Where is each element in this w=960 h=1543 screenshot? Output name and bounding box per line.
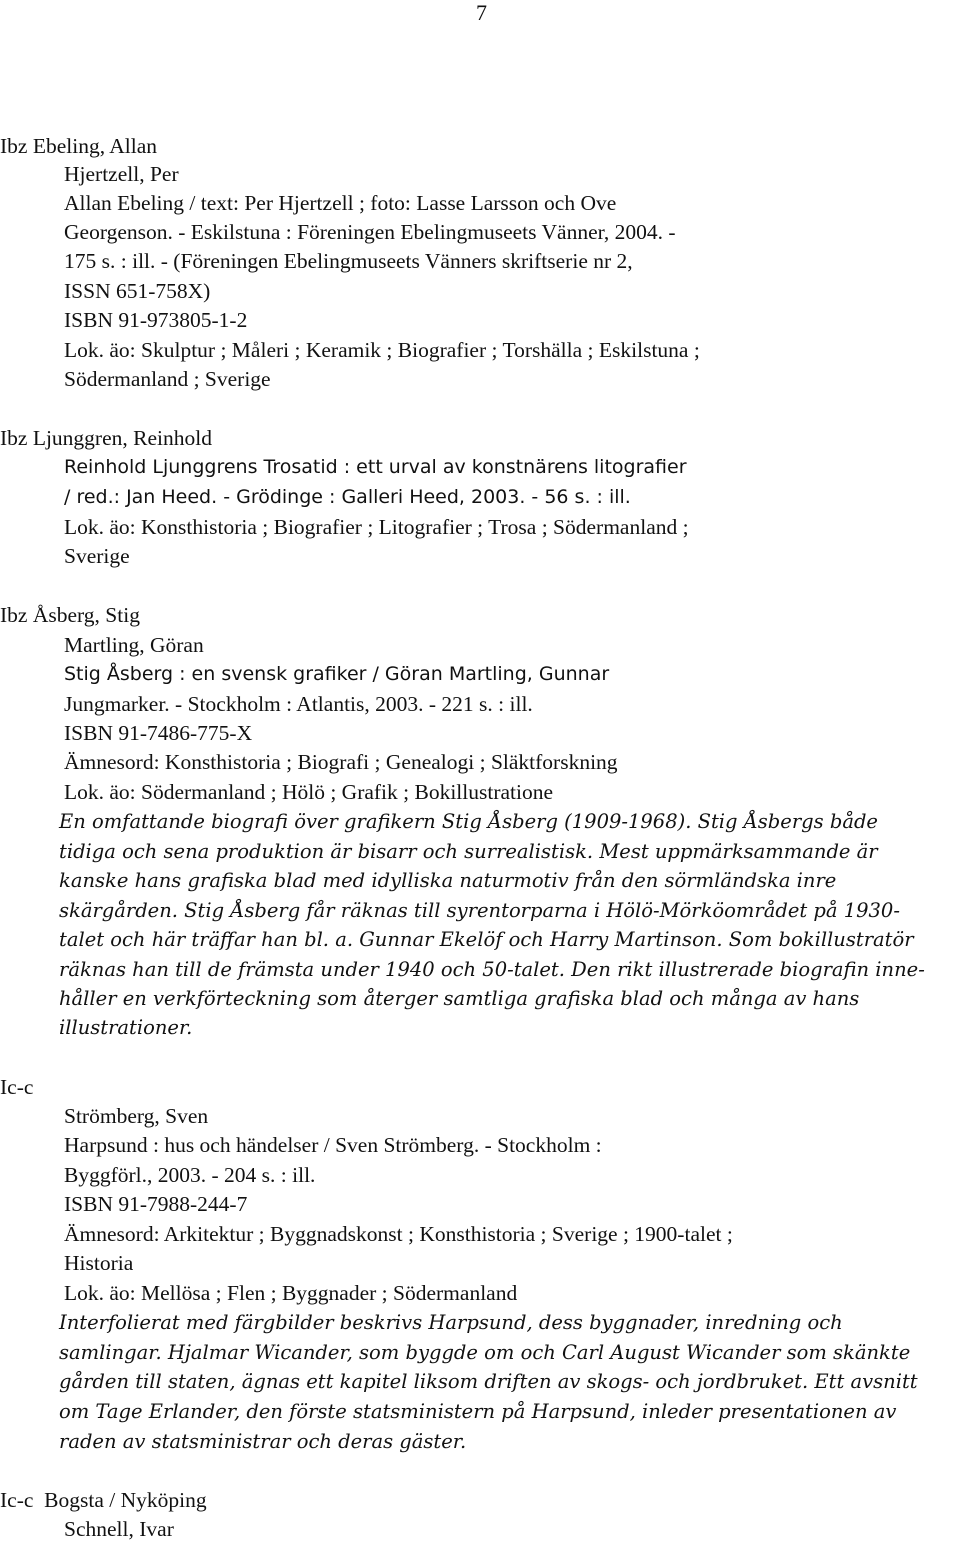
entry-annotation-line: En omfattande biografi över grafikern Stig Åsberg (1909-1968). Stig Åsbergs både <box>59 810 878 833</box>
entry-heading: Ibz Ljunggren, Reinhold <box>0 426 212 450</box>
entry-annotation-line: om Tage Erlander, den förste statsministern på Harpsund, inleder presentationen av <box>59 1400 897 1423</box>
entry-line: Stig Åsberg : en svensk grafiker / Göran Martling, Gunnar <box>64 663 610 685</box>
entry-line: 175 s. : ill. - (Föreningen Ebelingmuseets Vänners skriftserie nr 2, <box>64 249 633 273</box>
entry-line: Historia <box>64 1251 134 1275</box>
entry-line: / red.: Jan Heed. - Grödinge : Galleri Heed, 2003. - 56 s. : ill. <box>64 486 631 508</box>
entry-annotation-line: illustrationer. <box>59 1016 193 1039</box>
entry-annotation-line: tidiga och sena produktion är bisarr och surrealistisk. Mest uppmärksammande är <box>59 840 878 863</box>
entry-heading: Ibz Ebeling, Allan <box>0 134 158 158</box>
entry-annotation-line: räknas han till de främsta under 1940 och 50-talet. Den rikt illustrerade biografin inne- <box>59 958 925 981</box>
entry-annotation-line: samlingar. Hjalmar Wicander, som byggde om och Carl August Wicander som skänkte <box>59 1341 911 1364</box>
entry-line: Ämnesord: Arkitektur ; Byggnadskonst ; Konsthistoria ; Sverige ; 1900-talet ; <box>64 1222 733 1246</box>
entry-line: Lok. äo: Konsthistoria ; Biografier ; Litografier ; Trosa ; Södermanland ; <box>64 515 689 539</box>
entry-annotation-line: kanske hans grafiska blad med idylliska naturmotiv från den sörmländska inre <box>59 869 837 892</box>
entry-line: Ämnesord: Konsthistoria ; Biografi ; Genealogi ; Släktforskning <box>64 750 618 774</box>
entry-heading: Ic-c <box>0 1075 34 1099</box>
entry-line: Lok. äo: Skulptur ; Måleri ; Keramik ; Biografier ; Torshälla ; Eskilstuna ; <box>64 338 700 362</box>
entry-line: Harpsund : hus och händelser / Sven Strömberg. - Stockholm : <box>64 1133 602 1157</box>
entry-line: Lok. äo: Mellösa ; Flen ; Byggnader ; Södermanland <box>64 1281 518 1305</box>
page-number: 7 <box>476 0 487 25</box>
entry-line: Jungmarker. - Stockholm : Atlantis, 2003. - 221 s. : ill. <box>64 692 533 716</box>
entry-line: Hjertzell, Per <box>64 162 179 186</box>
entry-line: Södermanland ; Sverige <box>64 367 271 391</box>
entry-line: ISBN 91-973805-1-2 <box>64 308 248 332</box>
entry-line: ISSN 651-758X) <box>64 279 211 303</box>
entry-line: Georgenson. - Eskilstuna : Föreningen Ebelingmuseets Vänner, 2004. - <box>64 220 676 244</box>
entry-line: Martling, Göran <box>64 633 204 657</box>
entry-line: ISBN 91-7988-244-7 <box>64 1192 248 1216</box>
entry-line: Reinhold Ljunggrens Trosatid : ett urval av konstnärens litografier <box>64 456 687 478</box>
entry-annotation-line: raden av statsministrar och deras gäster. <box>59 1430 467 1453</box>
entry-line: Sverige <box>64 544 130 568</box>
entry-heading: Ibz Åsberg, Stig <box>0 603 140 627</box>
entry-line: Strömberg, Sven <box>64 1104 209 1128</box>
entry-annotation-line: håller en verkförteckning som återger samtliga grafiska blad och många av hans <box>59 987 860 1010</box>
entry-line: ISBN 91-7486-775-X <box>64 721 253 745</box>
entry-line: Schnell, Ivar <box>64 1517 174 1541</box>
entry-annotation-line: talet och här träffar han bl. a. Gunnar Ekelöf och Harry Martinson. Som bokillustratör <box>59 928 914 951</box>
entry-heading: Ic-c Bogsta / Nyköping <box>0 1488 207 1512</box>
entry-line: Allan Ebeling / text: Per Hjertzell ; foto: Lasse Larsson och Ove <box>64 191 617 215</box>
entry-annotation-line: skärgården. Stig Åsberg får räknas till syrentorparna i Hölö-Mörköområdet på 1930- <box>59 899 900 922</box>
entry-line: Byggförl., 2003. - 204 s. : ill. <box>64 1163 316 1187</box>
entry-annotation-line: Interfolierat med färgbilder beskrivs Harpsund, dess byggnader, inredning och <box>59 1311 843 1334</box>
entry-annotation-line: gården till staten, ägnas ett kapitel liksom driften av skogs- och jordbruket. Ett avsnitt <box>59 1370 918 1393</box>
entry-line: Lok. äo: Södermanland ; Hölö ; Grafik ; Bokillustratione <box>64 780 554 804</box>
